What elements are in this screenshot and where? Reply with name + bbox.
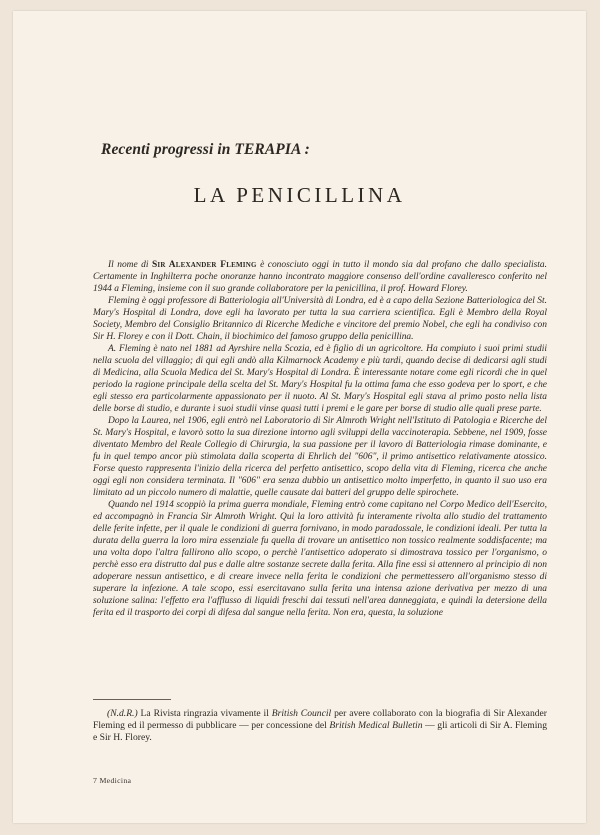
paragraph-5: Quando nel 1914 scoppiò la prima guerra mondiale, Fleming entrò come capitano nel Corpo Medico dell'Esercito, ed accompagnò in Francia Sir Almroth Wright. Qui la loro attività fu interamente rivolta allo studio del trattamento delle ferite infette, per il quale le condizioni di guerra fornivano, in modo paradossale, le condizioni ideali. Per tutta la durata della guerra la loro mira essenziale fu quella di trovare un antisettico non tossico realmente soddisfacente; ma una volta dopo l'altra fallirono allo scopo, o perchè l'antisettico adoperato si dimostrava tossico per l'organismo, o perchè esso era distrutto dal pus e dalle altre sostanze secrete dalla ferita. Alla fine essi si attennero al principio di non adoperare nessun antisettico, e di creare invece nella ferita le condizioni che permettessero all'organismo stesso di superare la infezione. A tale scopo, essi esercitavano sulla ferita una intensa azione derivativa per mezzo di una soluzione salina: l'effetto era l'afflusso di liquidi freschi dai tessuti nell'area danneggiata, e quindi la detersione della ferita ed il trasporto dei corpi di difesa dal sangue nella ferita. Non era, questa, la soluzione	[93, 500, 547, 618]
note-text-1: La Rivista ringrazia vivamente il	[137, 708, 272, 719]
article-title: LA PENICILLINA	[193, 183, 406, 207]
footnote-divider	[93, 699, 171, 700]
document-page	[13, 11, 586, 823]
paragraph-2: Fleming è oggi professore di Batteriologia all'Università di Londra, ed è a capo della Sezione Batteriologica del St. Mary's Hospital di Londra, dove egli ha lavorato per tutta la sua carriera scientifica. Egli è Membro della Royal Society, Membro del Consiglio Britannico di Ricerche Mediche e vincitore del premio Nobel, che egli ha condiviso con Sir H. Florey e con il Dott. Chain, il biochimico del famoso gruppo della penicillina.	[93, 296, 547, 342]
paragraph-1	[93, 259, 547, 295]
paragraph-1-lead: Il nome di	[108, 260, 152, 270]
paragraph-1-rest: è conosciuto oggi in tutto il mondo sia dal profano che dallo specialista. Certamente in Inghilterra poche onoranze hanno incontrato maggiore consenso dell'ordine cavalleresco conferito nel 1944 a Fleming, insieme con il suo grande collaboratore per la penicillina, il prof. Howard Florey.	[93, 260, 547, 294]
note-prefix: (N.d.R.)	[107, 708, 138, 719]
note-text-2: per avere collaborato con la biografia di Sir Alexander Fleming ed il permesso di pubblicare — per concessione del	[93, 708, 547, 732]
paragraph-3: A. Fleming è nato nel 1881 ad Ayrshire nella Scozia, ed è figlio di un agricoltore. Ha compiuto i suoi primi studii nella scuola del villaggio; di qui egli andò alla Kilmarnock Academy e più tardi, quando decise di dedicarsi agli studi di Medicina, alla Scuola Medica del St. Mary's Hospital di Londra. È interessante notare come egli ricordi che in quel periodo la ragione principale della scelta del St. Mary's Hospital fu la ottima fama che esso godeva per lo sport, e che egli stesso era particolarmente appassionato per il nuoto. Al St. Mary's Hospital egli stava al primo posto nella lista delle borse di studio, e durante i suoi studii vinse quasi tutti i premi e le gare per borse di studio alle quali prese parte.	[93, 344, 547, 414]
note-journal: British Medical Bulletin	[329, 720, 423, 732]
note-org: British Council	[271, 708, 332, 719]
section-label: Recenti progressi in TERAPIA :	[101, 141, 310, 158]
editor-note	[93, 708, 547, 745]
article-body	[93, 259, 547, 619]
note-text-3: — gli articoli di Sir A. Fleming e Sir H. Florey.	[93, 720, 548, 744]
paragraph-4: Dopo la Laurea, nel 1906, egli entrò nel Laboratorio di Sir Almroth Wright nell'Istituto di Patologia e Ricerche del St. Mary's Hospital, e lavorò sotto la sua direzione intorno agli sviluppi della vaccinoterapia. Sebbene, nel 1909, fosse diventato Membro del Reale Collegio di Chirurgia, la sua passione per il lavoro di Batteriologia rimase dominante, e fu in quel tempo ancor più stimolata dalla scoperta di Ehrlich del "606", il primo antisettico relativamente atossico. Forse questo rappresenta l'inizio della ricerca del perfetto antisettico, scopo della vita di Fleming, ricerca che anche oggi egli non considera terminata. Il "606" era senza dubbio un antisettico molto imperfetto, in quanto il suo uso era limitato ad un piccolo numero di malattie, quelle causate dai batteri del gruppo delle spirochete.	[93, 416, 547, 498]
page-footer: 7 Medicina	[93, 776, 132, 785]
author-name: Sir Alexander Fleming	[151, 260, 257, 270]
